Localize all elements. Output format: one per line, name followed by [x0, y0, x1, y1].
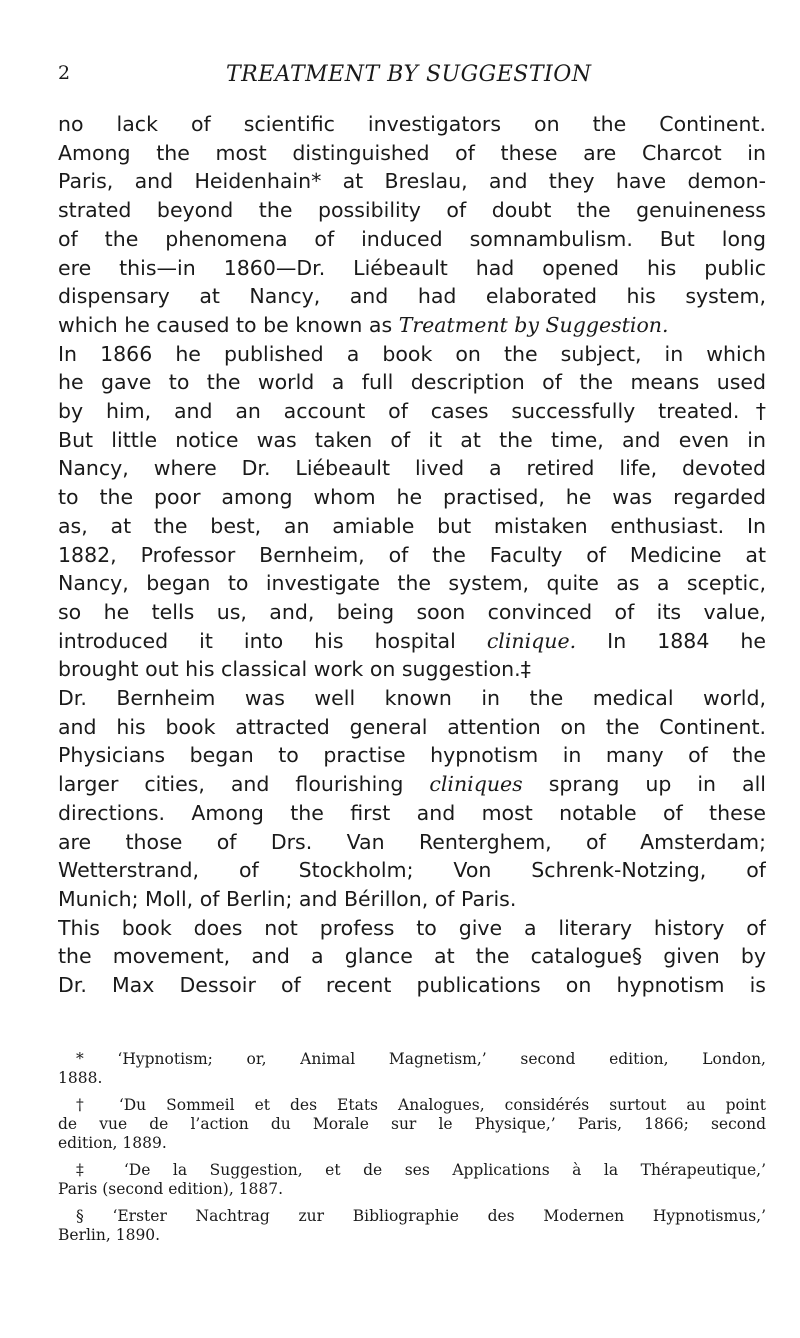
text-span: In 1884 he: [576, 628, 766, 653]
text-line: In 1866 he published a book on the subject, in which: [58, 341, 766, 366]
text-span: larger cities, and flourishing: [58, 772, 430, 797]
text-line: Wetterstrand, of Stockholm; Von Schrenk-Notzing, of: [58, 858, 766, 883]
text-line: Dr. Max Dessoir of recent publications on hypnotism is: [58, 973, 766, 998]
text-line: [58, 770, 766, 799]
footnote-line: * ‘Hypnotism; or, Animal Magnetism,’ second edition, London,: [76, 1050, 766, 1068]
text-line: [58, 311, 766, 340]
text-line: to the poor among whom he practised, he was regarded: [58, 485, 766, 510]
text-line: directions. Among the first and most notable of these: [58, 800, 766, 825]
italic-title: Treatment by Suggestion.: [398, 312, 669, 337]
text-line: 1882, Professor Bernheim, of the Faculty of Medicine at: [58, 542, 766, 567]
page-number: 2: [58, 62, 71, 84]
text-line: by him, and an account of cases successfully treated.†: [58, 399, 766, 424]
text-line: Munich; Moll, of Berlin; and Bérillon, of Paris.: [58, 886, 517, 911]
text-line: the movement, and a glance at the catalogue§ given by: [58, 944, 766, 969]
text-line: dispensary at Nancy, and had elaborated his system,: [58, 284, 766, 309]
text-line: strated beyond the possibility of doubt the genuineness: [58, 198, 766, 223]
text-line: so he tells us, and, being soon convinced of its value,: [58, 599, 766, 624]
text-line: are those of Drs. Van Renterghem, of Amsterdam;: [58, 829, 766, 854]
footnote-line: edition, 1889.: [58, 1134, 167, 1152]
text-line: But little notice was taken of it at the time, and even in: [58, 427, 766, 452]
running-head: [58, 62, 758, 94]
running-head-title: TREATMENT BY SUGGESTION: [226, 62, 592, 87]
italic-word: clinique.: [486, 628, 577, 653]
footnote: [58, 1161, 766, 1199]
footnote-line: ‡ ‘De la Suggestion, et de ses Applications à la Thérapeutique,’: [76, 1161, 766, 1179]
italic-word: cliniques: [429, 772, 523, 797]
footnote-line: 1888.: [58, 1069, 103, 1087]
text-line: of the phenomena of induced somnambulism. But long: [58, 226, 766, 251]
footnote: [58, 1207, 766, 1245]
text-line: Among the most distinguished of these are Charcot in: [58, 140, 766, 165]
footnote-line: † ‘Du Sommeil et des Etats Analogues, considérés surtout au point: [76, 1096, 766, 1114]
footnotes: [58, 1050, 766, 1253]
text-line: Dr. Bernheim was well known in the medical world,: [58, 686, 766, 711]
text-line: This book does not profess to give a literary history of: [58, 915, 766, 940]
text-span: sprang up in all: [522, 772, 766, 797]
text-line: he gave to the world a full description of the means used: [58, 370, 766, 395]
text-line: and his book attracted general attention on the Continent.: [58, 714, 766, 739]
text-line: ere this—in 1860—Dr. Liébeault had opened his public: [58, 255, 766, 280]
text-line: no lack of scientific investigators on the Continent.: [58, 112, 766, 136]
footnote-line: § ‘Erster Nachtrag zur Bibliographie des Modernen Hypnotismus,’: [76, 1207, 766, 1225]
text-line: Nancy, where Dr. Liébeault lived a retired life, devoted: [58, 456, 766, 481]
footnote-line: de vue de l’action du Morale sur le Physique,’ Paris, 1866; second: [58, 1115, 766, 1133]
text-span: introduced it into his hospital: [58, 628, 487, 653]
footnote: [58, 1050, 766, 1088]
text-line: Physicians began to practise hypnotism in many of the: [58, 743, 766, 768]
footnote: [58, 1096, 766, 1153]
text-line: as, at the best, an amiable but mistaken enthusiast. In: [58, 513, 766, 538]
text-span: which he caused to be known as: [58, 312, 399, 337]
footnote-line: Paris (second edition), 1887.: [58, 1180, 284, 1198]
text-line: [58, 627, 766, 656]
footnote-line: Berlin, 1890.: [58, 1226, 161, 1244]
text-line: Nancy, began to investigate the system, quite as a sceptic,: [58, 571, 766, 596]
text-line: brought out his classical work on suggestion.‡: [58, 657, 531, 682]
body-text: [58, 110, 766, 1000]
text-line: Paris, and Heidenhain* at Breslau, and they have demon-: [58, 169, 766, 194]
